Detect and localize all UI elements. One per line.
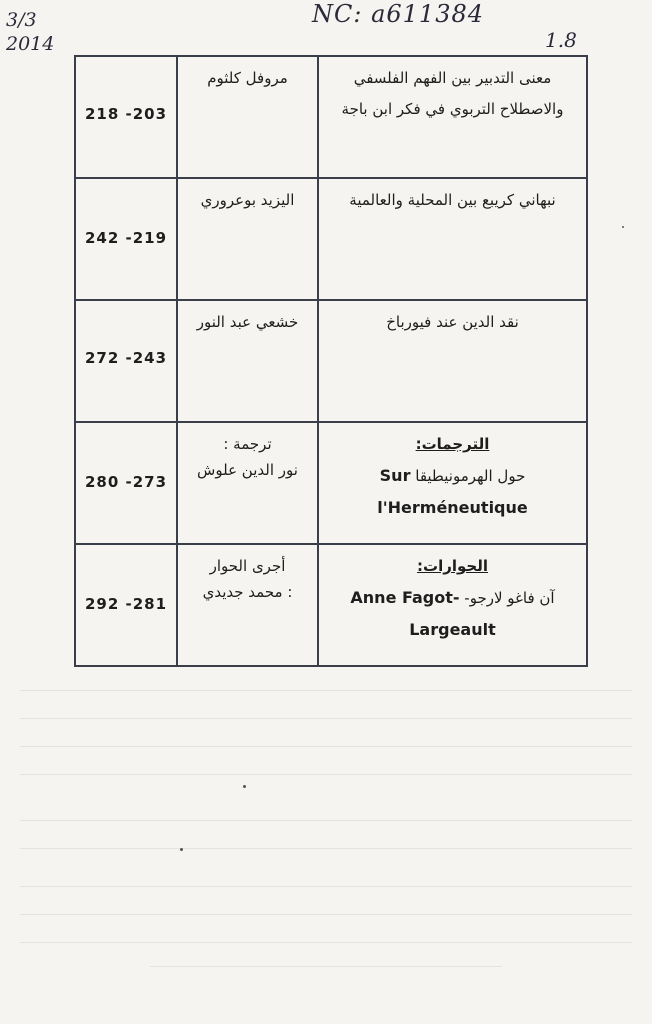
author-cell — [177, 300, 318, 422]
title-cell — [318, 544, 587, 666]
speck-dot — [180, 848, 183, 851]
title-cell — [318, 56, 587, 178]
author-role: ترجمة : — [223, 435, 272, 453]
pages-cell — [75, 178, 177, 300]
handwritten-page-number: 1.8 — [545, 28, 577, 52]
article-title: نقد الدين عند فيورباخ — [386, 313, 519, 331]
table-row — [75, 178, 587, 300]
title-cell — [318, 178, 587, 300]
article-title-latin-continued: l'Herméneutique — [377, 498, 528, 517]
page-range: 280 -273 — [84, 473, 168, 491]
table-row — [75, 422, 587, 544]
author-name: خشعي عبد النور — [196, 313, 299, 331]
article-title-arabic: حول الهرمونيطيقا — [415, 467, 526, 485]
speck-dot — [622, 226, 624, 228]
page-range: 292 -281 — [84, 595, 168, 613]
author-name: اليزيد بوعروري — [200, 191, 295, 209]
page-range: 272 -243 — [84, 349, 168, 367]
title-cell — [318, 422, 587, 544]
table-row — [75, 544, 587, 666]
pages-cell — [75, 56, 177, 178]
article-title-latin: Anne Fagot- — [350, 588, 460, 607]
article-title: معنى التدبير بين الفهم الفلسفي والاصطلاح التربوي في فكر ابن باجة — [341, 69, 564, 118]
pages-cell — [75, 422, 177, 544]
article-title-latin: Sur — [379, 466, 411, 485]
handwritten-reference: NC: a611384 — [312, 0, 485, 28]
speck-dot — [243, 785, 246, 788]
author-cell — [177, 56, 318, 178]
title-cell — [318, 300, 587, 422]
table-row — [75, 300, 587, 422]
page-range: 242 -219 — [84, 229, 168, 247]
author-cell — [177, 422, 318, 544]
author-role: أجرى الحوار — [209, 557, 286, 575]
table-row — [75, 56, 587, 178]
section-heading: الترجمات: — [415, 435, 490, 453]
article-title-latin-continued: Largeault — [409, 620, 496, 639]
pages-cell — [75, 544, 177, 666]
author-name: نور الدين علوش — [197, 461, 298, 479]
author-cell — [177, 178, 318, 300]
author-cell — [177, 544, 318, 666]
table-of-contents — [74, 55, 588, 667]
pages-cell — [75, 300, 177, 422]
handwritten-date: 3/3 2014 — [6, 9, 55, 55]
article-title-arabic: آن فاغو لارجو- — [464, 589, 555, 607]
author-name: : محمد جديدي — [202, 583, 293, 601]
page-range: 218 -203 — [84, 105, 168, 123]
section-heading: الحوارات: — [417, 557, 488, 575]
author-name: مروفل كلثوم — [207, 69, 288, 87]
article-title: نبهاني كريبع بين المحلية والعالمية — [349, 191, 556, 209]
